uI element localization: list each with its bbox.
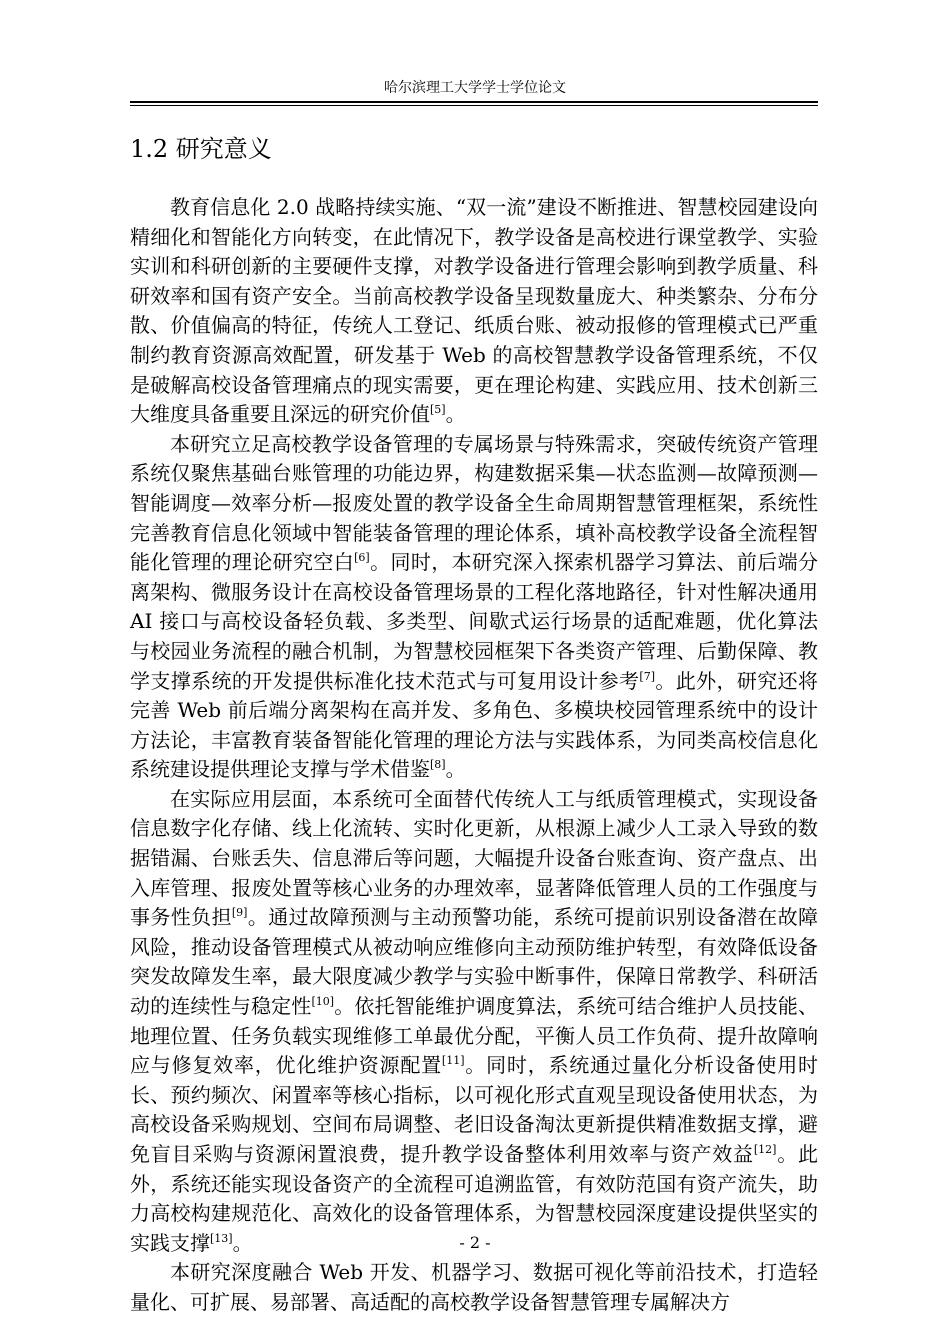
running-header: 哈尔滨理工大学学士学位论文 bbox=[384, 80, 566, 96]
paragraph-text: 教育信息化 2.0 战略持续实施、“双一流”建设不断推进、智慧校园建设向精细化和智能化方向转变，在此情况下，教学设备是高校进行课堂教学、实验实训和科研创新的主要硬件支撑，对教学设备进行管理会影响到教学质量、科研效率和国有资产安全。当前高校教学设备呈现数量庞大、种类繁杂、分布分散、价值偏高的特征，传统人工登记、纸质台账、被动报修的管理模式已严重制约教育资源高效配置，研发基于 Web 的高校智慧教学设备管理系统，不仅是破解高校设备管理痛点的现实需要，更在理论构建、实践应用、技术创新三大维度具备重要且深远的研究价值 bbox=[130, 195, 818, 427]
paragraph-3 bbox=[130, 785, 818, 1259]
paragraph-2 bbox=[130, 430, 818, 785]
paragraph-text: 。 bbox=[232, 1230, 253, 1255]
paragraph-text: 。此外，系统还能实现设备资产的全流程可追溯监管，有效防范国有资产流失，助力高校构建规范化、高效化的设备管理体系，为智慧校园深度建设提供坚实的实践支撑 bbox=[130, 1142, 819, 1255]
header-rule-thick bbox=[130, 101, 818, 103]
citation: [7] bbox=[639, 669, 655, 683]
paragraph-text: 。同时，系统通过量化分析设备使用时长、预约频次、闲置率等核心指标，以可视化形式直观呈现设备使用状态，为高校设备采购规划、空间布局调整、老旧设备淘汰更新提供精准数据支撑，避免盲目采购与资源闲置浪费，提升教学设备整体利用效率与资产效益 bbox=[130, 1053, 819, 1166]
section-title: 1.2 研究意义 bbox=[130, 135, 272, 163]
paragraph-text: 。 bbox=[445, 402, 466, 427]
citation: [11] bbox=[441, 1054, 465, 1068]
citation: [13] bbox=[210, 1231, 233, 1245]
paragraph-text: 。通过故障预测与主动预警功能，系统可提前识别设备潜在故障风险，推动设备管理模式从被动响应维修向主动预防维护转型，有效降低设备突发故障发生率，最大限度减少教学与实验中断事件，保障日常教学、科研活动的连续性与稳定性 bbox=[130, 905, 819, 1019]
paragraph-text: 本研究立足高校教学设备管理的专属场景与特殊需求，突破传统资产管理系统仅聚焦基础台账管理的功能边界，构建数据采集—状态监测—故障预测—智能调度—效率分析—报废处置的教学设备全生命周期智慧管理框架，系统性完善教育信息化领域中智能装备管理的理论体系，填补高校教学设备全流程智能化管理的理论研究空白 bbox=[130, 431, 818, 575]
page-number: - 2 - bbox=[459, 1233, 491, 1252]
citation: [8] bbox=[430, 758, 446, 772]
paragraph-text: 本研究深度融合 Web 开发、机器学习、数据可视化等前沿技术，打造轻量化、可扩展、易部署、高适配的高校教学设备智慧管理专属解决方 bbox=[130, 1260, 818, 1314]
paragraph-1 bbox=[130, 193, 818, 430]
paragraph-text: 。依托智能维护调度算法，系统可结合维护人员技能、地理位置、任务负载实现维修工单最优分配，平衡人员工作负荷、提升故障响应与修复效率，优化维护资源配置 bbox=[130, 994, 819, 1078]
paragraph-4 bbox=[130, 1258, 818, 1317]
paragraph-text: 。同时，本研究深入探索机器学习算法、前后端分离架构、微服务设计在高校设备管理场景的工程化落地路径，针对性解决通用 AI 接口与高校设备轻负载、多类型、间歇式运行场景的适配难题，优化算法与校园业务流程的融合机制，为智慧校园框架下各类资产管理、后勤保障、教学支撑系统的开发提供标准化技术范式与可复用设计参考 bbox=[130, 550, 819, 693]
body-text bbox=[130, 193, 818, 1318]
paragraph-text: 。此外，研究还将完善 Web 前后端分离架构在高并发、多角色、多模块校园管理系统中的设计方法论，丰富教育装备智能化管理的理论方法与实践体系，为同类高校信息化系统建设提供理论支撑与学术借鉴 bbox=[130, 668, 819, 782]
header-rule-thin bbox=[130, 105, 818, 106]
paragraph-text: 在实际应用层面，本系统可全面替代传统人工与纸质管理模式，实现设备信息数字化存储、线上化流转、实时化更新，从根源上减少人工录入导致的数据错漏、台账丢失、信息滞后等问题，大幅提升设备台账查询、资产盘点、出入库管理、报废处置等核心业务的办理效率，显著降低管理人员的工作强度与事务性负担 bbox=[130, 786, 818, 930]
citation: [10] bbox=[311, 995, 335, 1009]
citation: [5] bbox=[430, 403, 446, 417]
citation: [9] bbox=[231, 906, 248, 920]
paragraph-text: 。 bbox=[445, 757, 466, 782]
citation: [12] bbox=[753, 1143, 777, 1156]
citation: [6] bbox=[354, 551, 370, 565]
